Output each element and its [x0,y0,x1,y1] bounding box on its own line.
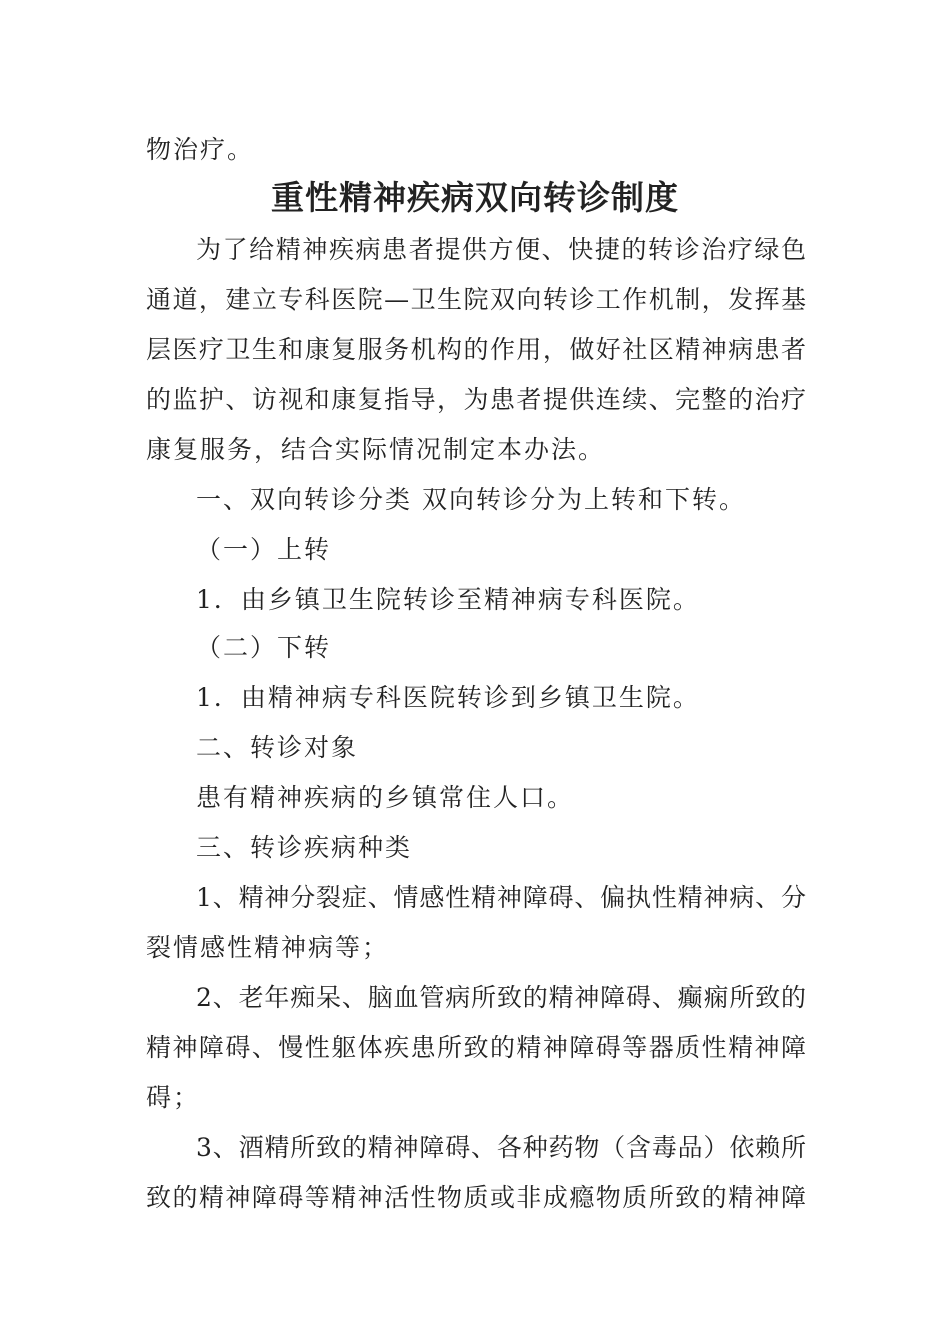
disease-1-line-1: 1、精神分裂症、情感性精神障碍、偏执性精神病、分 [196,883,806,912]
disease-2-line-2: 精神障碍、慢性躯体疾患所致的精神障碍等器质性精神障 [146,1033,806,1062]
disease-1-line-2: 裂情感性精神病等； [146,933,390,962]
disease-3-line-1: 3、酒精所致的精神障碍、各种药物（含毒品）依赖所 [196,1133,806,1162]
section-3-heading: 三、转诊疾病种类 [196,833,413,862]
continuation-line: 物治疗。 [146,135,255,164]
section-2-heading: 二、转诊对象 [196,733,359,762]
subsection-up-item: 1．由乡镇卫生院转诊至精神病专科医院。 [196,585,700,614]
disease-3-line-2: 致的精神障碍等精神活性物质或非成瘾物质所致的精神障 [146,1183,806,1212]
intro-line-1: 为了给精神疾病患者提供方便、快捷的转诊治疗绿色 [196,235,806,264]
subsection-down-heading: （二）下转 [196,633,332,662]
subsection-down-item: 1．由精神病专科医院转诊到乡镇卫生院。 [196,683,700,712]
document-title: 重性精神疾病双向转诊制度 [271,178,679,217]
disease-2-line-3: 碍； [146,1083,201,1112]
intro-line-4: 的监护、访视和康复指导，为患者提供连续、完整的治疗 [146,385,806,414]
intro-line-3: 层医疗卫生和康复服务机构的作用，做好社区精神病患者 [146,335,806,364]
section-1-heading: 一、双向转诊分类 双向转诊分为上转和下转。 [196,485,746,514]
intro-line-5: 康复服务，结合实际情况制定本办法。 [146,435,606,464]
intro-line-2: 通道，建立专科医院—卫生院双向转诊工作机制，发挥基 [146,285,806,314]
section-2-text: 患有精神疾病的乡镇常住人口。 [196,783,575,812]
subsection-up-heading: （一）上转 [196,535,332,564]
disease-2-line-1: 2、老年痴呆、脑血管病所致的精神障碍、癫痫所致的 [196,983,806,1012]
